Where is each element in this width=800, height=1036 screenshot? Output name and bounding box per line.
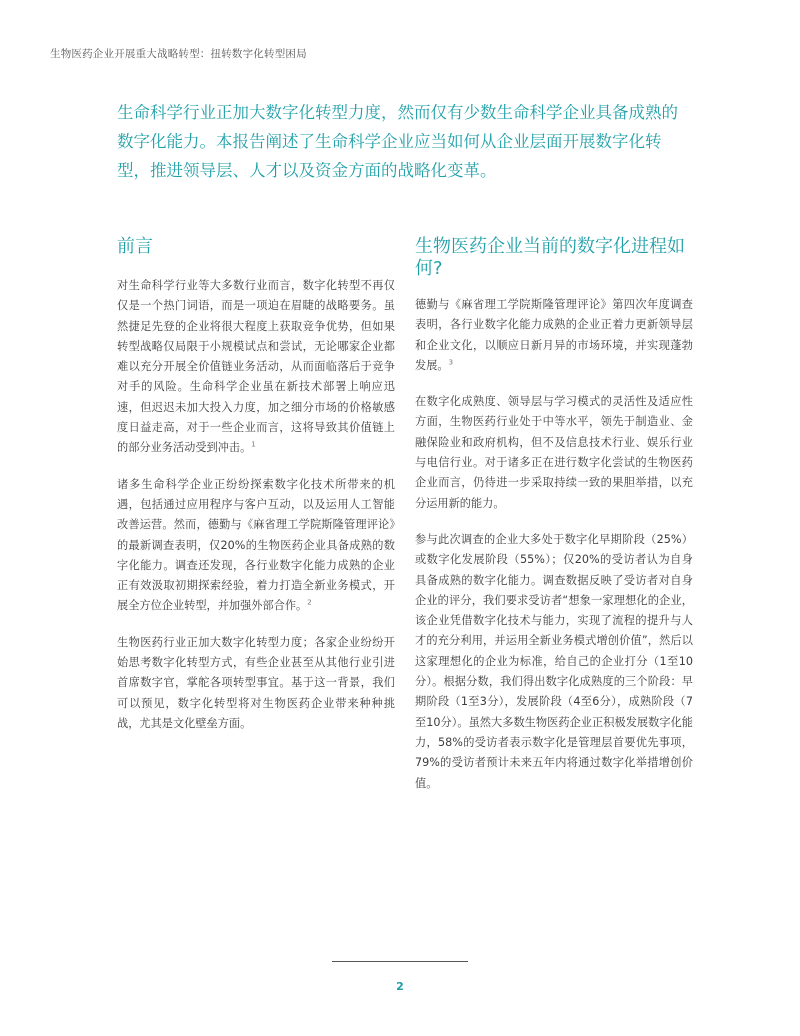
footnote-ref[interactable]: 1: [251, 440, 256, 449]
page-number: 2: [396, 980, 404, 993]
body-paragraph: 参与此次调查的企业大多处于数字化早期阶段（25%）或数字化发展阶段（55%）；仅20%的受访者认为自身具备成熟的数字化能力。调查数据反映了受访者对自身企业的评分，我们要求受访者“想象一家理想化的企业，该企业凭借数字化技术与能力，实现了流程的提升与人才的充分利用，并运用全新业务模式增创价值”，然后以这家理想化的企业为标准，给自己的企业打分（1至10分）。根据分数，我们得出数字化成熟度的三个阶段：早期阶段（1至3分），发展阶段（4至6分），成熟阶段（7至10分）。虽然大多数生物医药企业正积极发展数字化能力，58%的受访者表示数字化是管理层首要优先事项，79%的受访者预计未来五年内将通过数字化举措增创价值。: [415, 532, 693, 790]
section-heading-preface: 前言: [117, 236, 153, 257]
intro-summary: 生命科学行业正加大数字化转型力度，然而仅有少数生命科学企业具备成熟的数字化能力。本报告阐述了生命科学企业应当如何从企业层面开展数字化转型，推进领导层、人才以及资金方面的战略化变革。: [117, 103, 678, 180]
section-heading-digital-progress: 生物医药企业当前的数字化进程如何?: [415, 236, 685, 279]
body-paragraph: 在数字化成熟度、领导层与学习模式的灵活性及适应性方面，生物医药行业处于中等水平，领先于制造业、金融保险业和政府机构，但不及信息技术行业、娱乐行业与电信行业。对于诸多正在进行数字化尝试的生物医药企业而言，仍待进一步采取持续一致的果胆举措，以充分运用新的能力。: [415, 395, 693, 510]
left-column: [117, 236, 395, 750]
running-header: 生物医药企业开展重大战略转型：扭转数字化转型困局: [50, 48, 307, 60]
body-paragraph: 诸多生命科学企业正纷纷探索数字化技术所带来的机遇，包括通过应用程序与客户互动，以及运用人工智能改善运营。然而，德勤与《麻省理工学院斯隆管理评论》的最新调查表明，仅20%的生物医药企业具备成熟的数字化能力。调查还发现，各行业数字化能力成熟的企业正有效汲取初期探索经验，着力打造全新业务模式，开展全方位企业转型，并加强外部合作。$^2$: [117, 477, 395, 613]
body-paragraph: 生物医药行业正加大数字化转型力度；各家企业纷纷开始思考数字化转型方式，有些企业甚至从其他行业引进首席数字官，掌舵各项转型事宜。基于这一背景，我们可以预见，数字化转型将对生物医药企业带来种种挑战，尤其是文化壁垒方面。: [117, 635, 395, 730]
footnote-ref[interactable]: 3: [448, 358, 454, 367]
body-paragraph: 对生命科学行业等大多数行业而言，数字化转型不再仅仅是一个热门词语，而是一项迫在眉睫的战略要务。虽然捷足先登的企业将很大程度上获取竞争优势，但如果转型战略仅局限于小规模试点和尝试，无论哪家企业都难以充分开展全价值链业务活动，从而面临落后于竞争对手的风险。生命科学企业虽在新技术部署上响应迅速，但迟迟未加大投入力度，加之细分市场的价格敏感度日益走高，对于一些企业而言，这将导致其价值链上的部分业务活动受到冲击。$^1$: [117, 279, 395, 455]
right-column: [415, 236, 693, 810]
body-paragraph: 德勤与《麻省理工学院斯隆管理评论》第四次年度调查表明，各行业数字化能力成熟的企业正着力更新领导层和企业文化，以顺应日新月异的市场环境，并实现蓬勃发展。$^3$: [415, 298, 693, 372]
footer-divider: [332, 961, 468, 962]
footnote-ref[interactable]: 2: [307, 598, 312, 607]
